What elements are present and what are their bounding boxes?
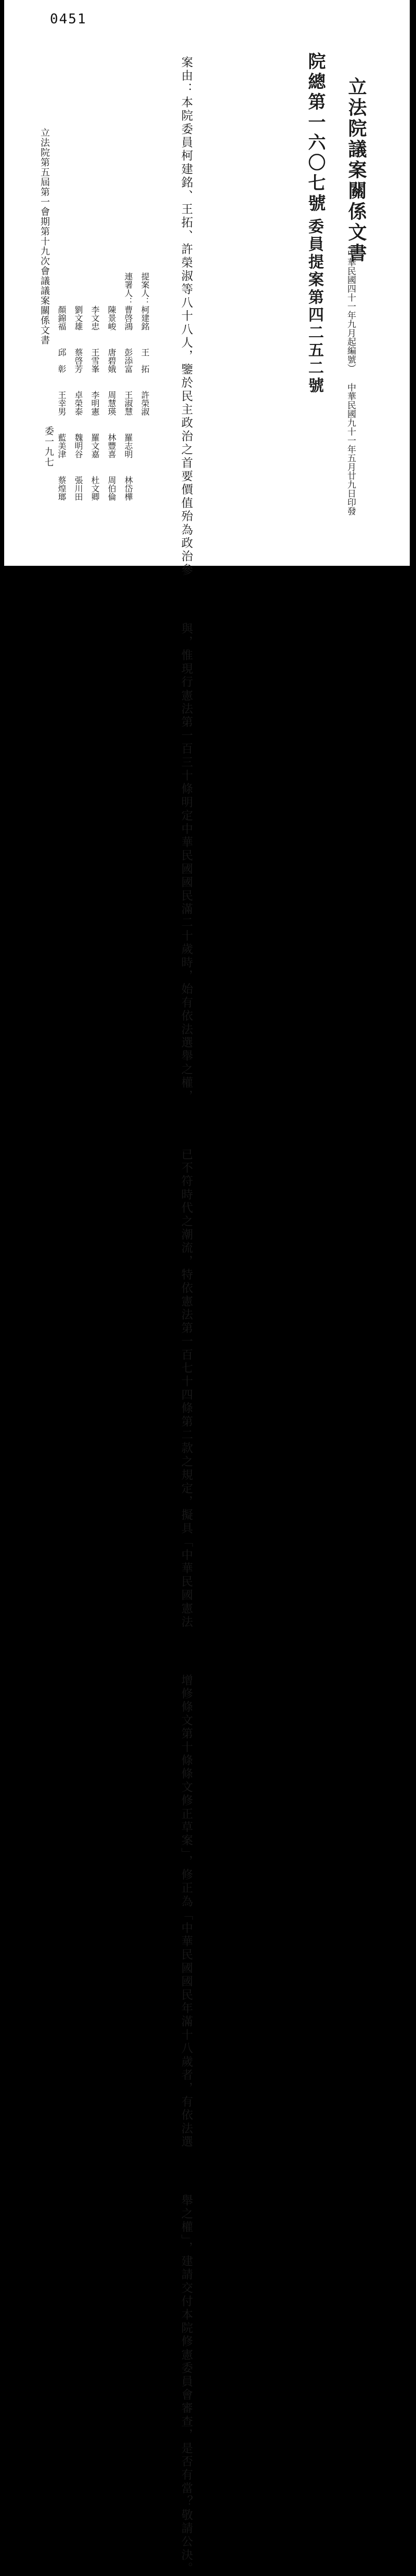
proposer-label: 提案人： — [140, 272, 150, 306]
cosigner-name: 卓榮泰 — [73, 391, 83, 416]
case-number: 院總第一六〇七號 — [305, 52, 326, 214]
cosigner-name: 蔡煌瑯 — [57, 476, 67, 501]
footer: 立法院第五屆第一會期第十九次會議議案關係文書 — [39, 128, 50, 345]
cosigner-name: 劉文雄 — [73, 306, 83, 330]
case-body-line: 案由：本院委員柯建銘、王拓、許榮淑等八十八人，鑒於民主政治之首要價值殆為政治參 — [179, 56, 193, 577]
cosigner-name: 曹啓鴻 — [123, 306, 133, 330]
signatory-block — [53, 272, 153, 501]
cosigner-name: 杜文卿 — [90, 476, 100, 501]
page-code: 委一九七 — [43, 426, 54, 468]
cosigner-name: 李明憲 — [90, 391, 100, 416]
cosigner-name: 蔡啓芳 — [73, 348, 83, 373]
cosigner-line — [53, 272, 70, 501]
cosigner-name: 林豐喜 — [107, 433, 116, 458]
scan-edge-bottom — [0, 566, 416, 569]
case-body-line: 增修條文第十條條文修正草案」，修正為「中華民國國民年滿十八歲者，有依法選 — [179, 1674, 193, 2149]
cosigner-line — [86, 272, 103, 501]
proposer-name: 許榮淑 — [140, 391, 150, 416]
proposer-line — [136, 272, 153, 501]
cosigner-name: 陳景峻 — [107, 306, 116, 330]
cosigner-name: 羅文嘉 — [90, 433, 100, 458]
edition-info — [345, 240, 356, 515]
document-title: 立法院議案關係文書 — [345, 77, 367, 264]
cosigner-name: 王幸男 — [57, 391, 67, 416]
edition-info-line: （中華民國四十一年九月起編號） — [345, 240, 356, 373]
case-body — [177, 56, 195, 2576]
cosigner-name: 藍美津 — [57, 433, 67, 458]
cosigner-name: 彭添富 — [123, 348, 133, 373]
cosigner-name: 魏明谷 — [73, 433, 83, 458]
cosigner-name: 林岱樺 — [123, 476, 133, 501]
cosigner-name: 唐碧娥 — [107, 348, 116, 373]
cosigner-name: 王雪峯 — [90, 348, 100, 373]
scan-edge-right — [410, 0, 416, 569]
edition-info-line: 中華民國九十一年五月廿九日印發 — [345, 383, 356, 515]
cosigner-line — [103, 272, 120, 501]
cosigner-name: 顏錦福 — [57, 306, 67, 330]
cosigner-name: 羅志明 — [123, 433, 133, 458]
case-body-line: 舉之權」，建請交付本院修憲委員會審查，是否有當？敬請公決。 — [179, 2194, 193, 2576]
proposal-number: 委員提案第四二五二號 — [305, 218, 323, 395]
cosigner-line — [120, 272, 136, 501]
cosigner-name: 周伯倫 — [107, 476, 116, 501]
case-body-line: 與，惟現行憲法第一百三十條明定中華民國國民滿二十歲時，始有依法選舉之權， — [179, 622, 193, 1103]
cosigner-label: 連署人： — [123, 272, 133, 306]
scan-edge-left — [0, 0, 4, 569]
cosigner-name: 邱 彰 — [57, 348, 67, 373]
cosigner-line — [70, 272, 86, 501]
cosigner-name: 張川田 — [73, 476, 83, 501]
cosigner-name: 李文忠 — [90, 306, 100, 330]
page-number: 0451 — [50, 11, 87, 27]
cosigner-name: 王淑慧 — [123, 391, 133, 416]
proposer-name: 王 拓 — [140, 348, 150, 373]
cosigner-name: 周慧瑛 — [107, 391, 116, 416]
proposer-name: 柯建銘 — [140, 306, 150, 330]
case-body-line: 已不符時代之潮流，特依憲法第一百七十四條第二款之規定，擬具「中華民國憲法 — [179, 1148, 193, 1629]
